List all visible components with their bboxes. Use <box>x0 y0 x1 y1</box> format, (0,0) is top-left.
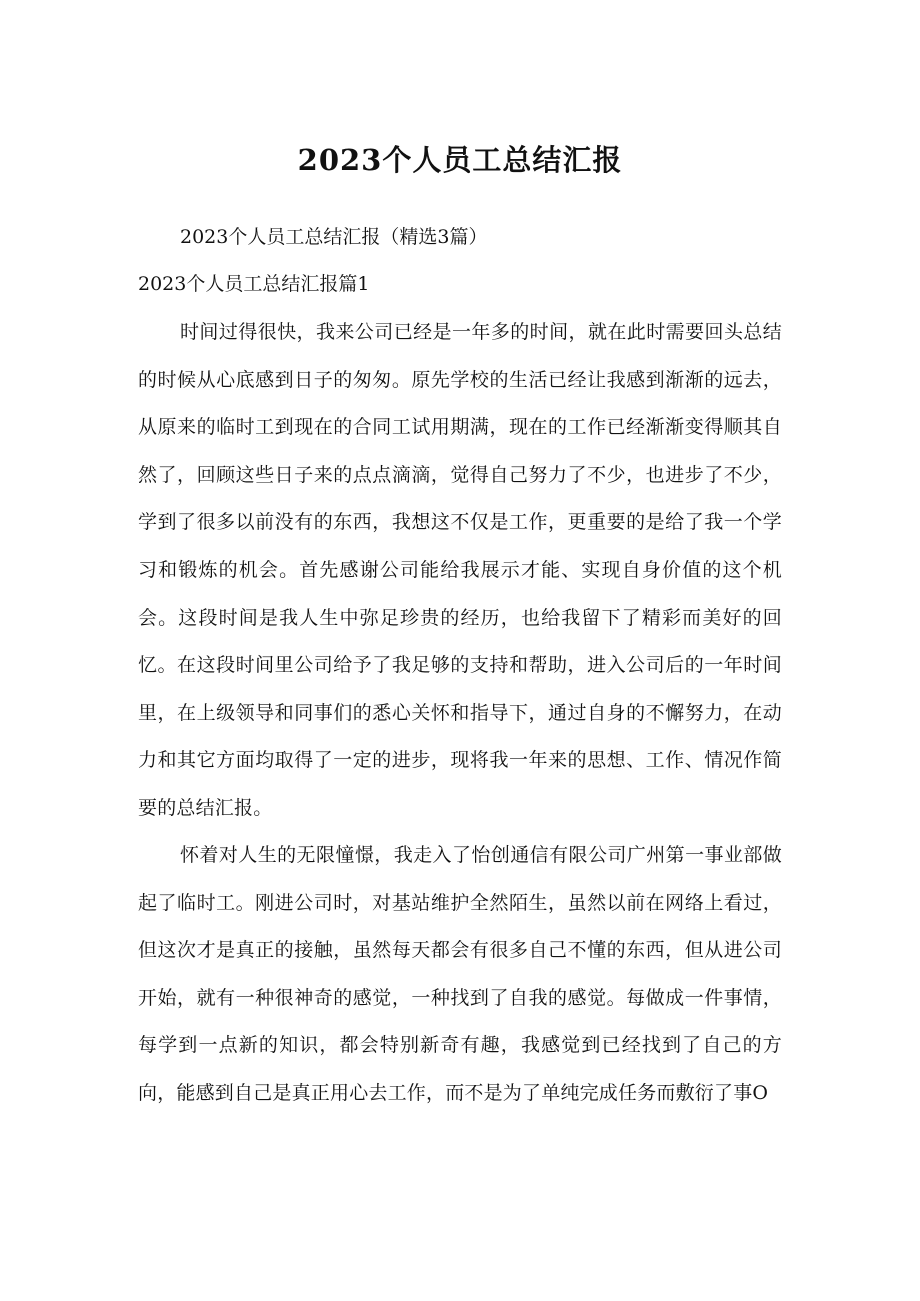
document-title: 2023个人员工总结汇报 <box>297 143 623 177</box>
body-paragraph: 怀着对人生的无限憧憬，我走入了怡创通信有限公司广州第一事业部做起了临时工。刚进公司时，对基站维护全然陌生，虽然以前在网络上看过，但这次才是真正的接触，虽然每天都会有很多自己不懂的东西，但从进公司开始，就有一种很神奇的感觉，一种找到了自我的感觉。每做成一件事情，每学到一点新的知识，都会特别新奇有趣，我感觉到已经找到了自己的方向，能感到自己是真正用心去工作，而不是为了单纯完成任务而敷衍了事O <box>138 844 782 1104</box>
body-paragraph: 时间过得很快，我来公司已经是一年多的时间，就在此时需要回头总结的时候从心底感到日子的匆匆。原先学校的生活已经让我感到渐渐的远去，从原来的临时工到现在的合同工试用期满，现在的工作已经渐渐变得顺其自然了，回顾这些日子来的点点滴滴，觉得自己努力了不少，也进步了不少，学到了很多以前没有的东西，我想这不仅是工作，更重要的是给了我一个学习和锻炼的机会。首先感谢公司能给我展示才能、实现自身价值的这个机会。这段时间是我人生中弥足珍贵的经历，也给我留下了精彩而美好的回忆。在这段时间里公司给予了我足够的支持和帮助，进入公司后的一年时间里，在上级领导和同事们的悉心关怀和指导下，通过自身的不懈努力，在动力和其它方面均取得了一定的进步，现将我一年来的思想、工作、情况作简要的总结汇报。 <box>138 321 782 819</box>
section-heading: 2023个人员工总结汇报篇1 <box>138 273 370 295</box>
document-subtitle: 2023个人员工总结汇报（精选3篇） <box>180 226 488 248</box>
